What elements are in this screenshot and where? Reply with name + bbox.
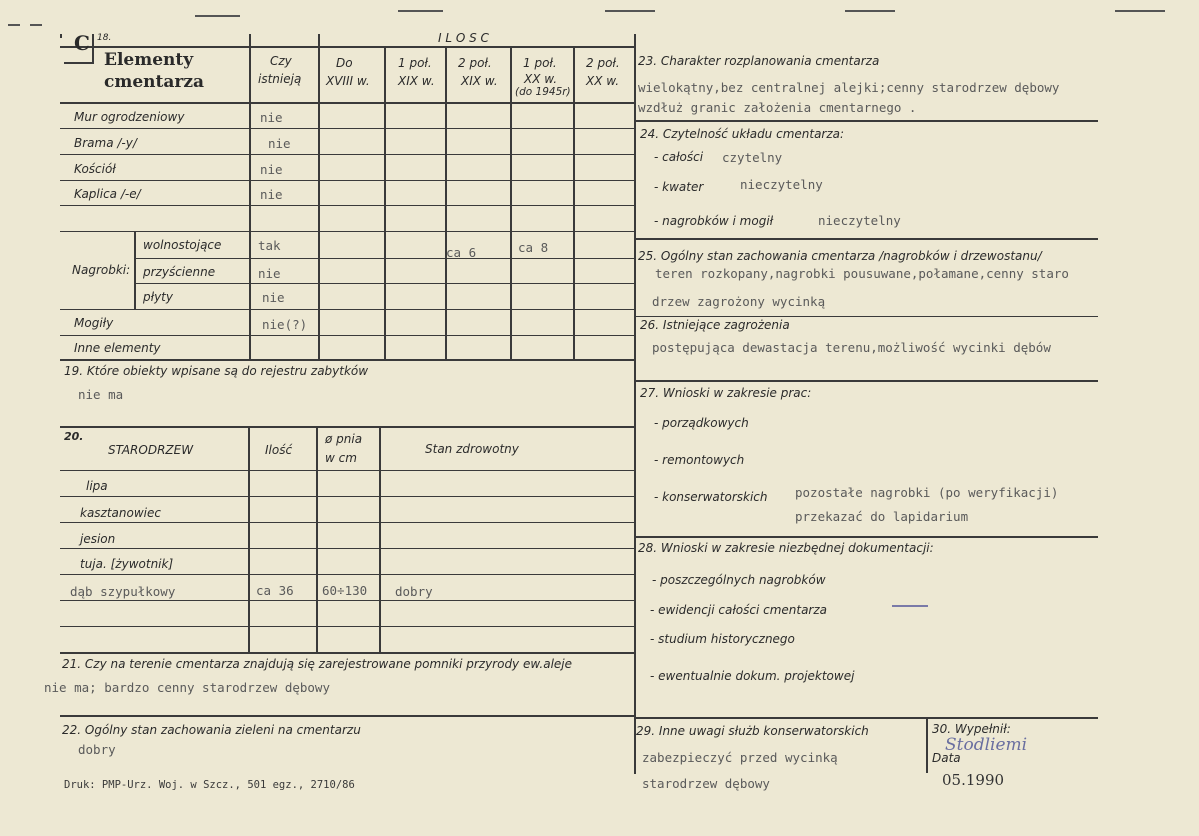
row-value: ca 6 <box>446 245 477 260</box>
row-value: ca 8 <box>518 240 549 255</box>
section-19-label: 19. Które obiekty wpisane są do rejestru zabytków <box>64 364 369 378</box>
works-value-2: przekazać do lapidarium <box>795 509 969 524</box>
row-value: nie <box>262 290 285 305</box>
section-25-label: 25. Ogólny stan zachowania cmentarza /nagrobków i drzewostanu/ <box>638 249 1042 263</box>
section-23-label: 23. Charakter rozplanowania cmentarza <box>638 54 880 68</box>
row-value: nie <box>260 162 283 177</box>
section-19-value: nie ma <box>78 387 124 402</box>
edge-mark <box>398 10 443 12</box>
works-item: - konserwatorskich <box>654 490 768 504</box>
col-header: 2 poł. <box>586 56 620 70</box>
edge-mark <box>30 24 42 26</box>
section-letter: C <box>74 31 90 55</box>
elements-title-1: Elementy <box>104 50 194 70</box>
elements-title-2: cmentarza <box>104 72 205 92</box>
row-label: Mur ogrodzeniowy <box>74 110 185 124</box>
tree-row: lipa <box>86 479 108 493</box>
signature: Stodliemi <box>945 735 1028 755</box>
row-label: Mogiły <box>74 316 114 330</box>
col-header: XIX w. <box>461 74 498 88</box>
col-header: 1 poł. <box>523 56 557 70</box>
section-23-value-1: wielokątny,bez centralnej alejki;cenny starodrzew dębowy <box>638 80 1060 95</box>
section-22-label: 22. Ogólny stan zachowania zieleni na cmentarzu <box>62 723 361 737</box>
readability-item: - kwater <box>654 180 704 194</box>
section-sub-number: 18. <box>97 33 112 43</box>
section-26-value: postępująca dewastacja terenu,możliwość wycinki dębów <box>652 340 1051 355</box>
readability-value: czytelny <box>722 150 783 165</box>
documentation-item: - ewentualnie dokum. projektowej <box>650 669 855 683</box>
row-value: nie(?) <box>262 317 308 332</box>
section-23-value-2: wzdłuż granic założenia cmentarnego . <box>638 100 917 115</box>
date-value: 05.1990 <box>942 771 1005 789</box>
row-label: Nagrobki: <box>72 263 131 277</box>
edge-mark <box>1115 10 1165 12</box>
section-28-label: 28. Wnioski w zakresie niezbędnej dokumentacji: <box>638 541 934 555</box>
exists-header-1: Czy <box>270 54 292 68</box>
edge-mark <box>8 24 20 26</box>
section-27-label: 27. Wnioski w zakresie prac: <box>640 386 812 400</box>
documentation-item: - studium historycznego <box>650 632 795 646</box>
works-value-1: pozostałe nagrobki (po weryfikacji) <box>795 485 1059 500</box>
health-header: Stan zdrowotny <box>425 442 519 456</box>
date-label: Data <box>932 751 961 765</box>
row-value: nie <box>260 187 283 202</box>
tree-row: tuja. [żywotnik] <box>80 557 174 571</box>
section-29-value-1: zabezpieczyć przed wycinką <box>642 750 838 765</box>
tree-row: kasztanowiec <box>80 506 161 520</box>
col-header: XX w. <box>586 74 620 88</box>
readability-value: nieczytelny <box>740 177 823 192</box>
row-value: nie <box>258 266 281 281</box>
row-label: Brama /-y/ <box>74 136 137 150</box>
documentation-item: - poszczególnych nagrobków <box>652 573 826 587</box>
tree-health: dobry <box>395 584 433 599</box>
old-trees-count-header: Ilość <box>265 443 293 457</box>
row-label: płyty <box>143 290 173 304</box>
section-25-value-2: drzew zagrożony wycinką <box>652 294 826 309</box>
col-header: (do 1945r) <box>515 86 571 98</box>
edge-mark <box>195 15 240 17</box>
section-21-label: 21. Czy na terenie cmentarza znajdują się zarejestrowane pomniki przyrody ew.aleje <box>62 657 573 671</box>
col-header: XVIII w. <box>326 74 370 88</box>
section-24-label: 24. Czytelność układu cmentarza: <box>640 127 845 141</box>
col-header: XX w. <box>524 72 558 86</box>
row-label: Inne elementy <box>74 341 161 355</box>
exists-header-2: istnieją <box>258 72 302 86</box>
readability-item: - nagrobków i mogił <box>654 214 774 228</box>
col-header: Do <box>336 56 353 70</box>
row-value: tak <box>258 238 281 253</box>
section-22-value: dobry <box>78 742 116 757</box>
readability-item: - całości <box>654 150 704 164</box>
col-header: 1 poł. <box>398 56 432 70</box>
row-label: przyścienne <box>143 265 216 279</box>
quantity-header: I L O S C <box>438 31 489 45</box>
print-footer: Druk: PMP-Urz. Woj. w Szcz., 501 egz., 2710/86 <box>64 779 355 791</box>
documentation-item: - ewidencji całości cmentarza <box>650 603 828 617</box>
col-header: 2 poł. <box>458 56 492 70</box>
section-25-value-1: teren rozkopany,nagrobki pousuwane,połamane,cenny staro <box>655 266 1069 281</box>
tree-row: jesion <box>80 532 116 546</box>
row-label: Kaplica /-e/ <box>74 187 141 201</box>
readability-value: nieczytelny <box>818 213 901 228</box>
tree-count: ca 36 <box>256 583 294 598</box>
row-value: nie <box>260 110 283 125</box>
section-20-number: 20. <box>64 430 84 443</box>
row-label: wolnostojące <box>143 238 222 252</box>
pen-mark <box>892 605 928 607</box>
section-29-value-2: starodrzew dębowy <box>642 776 770 791</box>
edge-mark <box>845 10 895 12</box>
works-item: - porządkowych <box>654 416 749 430</box>
section-26-label: 26. Istniejące zagrożenia <box>640 318 790 332</box>
section-30-label: 30. Wypełnił: <box>932 722 1011 736</box>
trunk-header-2: w cm <box>325 451 357 465</box>
section-29-label: 29. Inne uwagi służb konserwatorskich <box>636 724 869 738</box>
row-value: nie <box>268 136 291 151</box>
old-trees-title: STARODRZEW <box>108 443 194 457</box>
tree-row: dąb szypułkowy <box>70 584 176 599</box>
tree-trunk: 60÷130 <box>322 583 368 598</box>
works-item: - remontowych <box>654 453 745 467</box>
row-label: Kościół <box>74 162 116 176</box>
col-header: XIX w. <box>398 74 435 88</box>
edge-mark <box>605 10 655 12</box>
section-21-value: nie ma; bardzo cenny starodrzew dębowy <box>44 680 330 695</box>
trunk-header-1: ø pnia <box>325 432 363 446</box>
